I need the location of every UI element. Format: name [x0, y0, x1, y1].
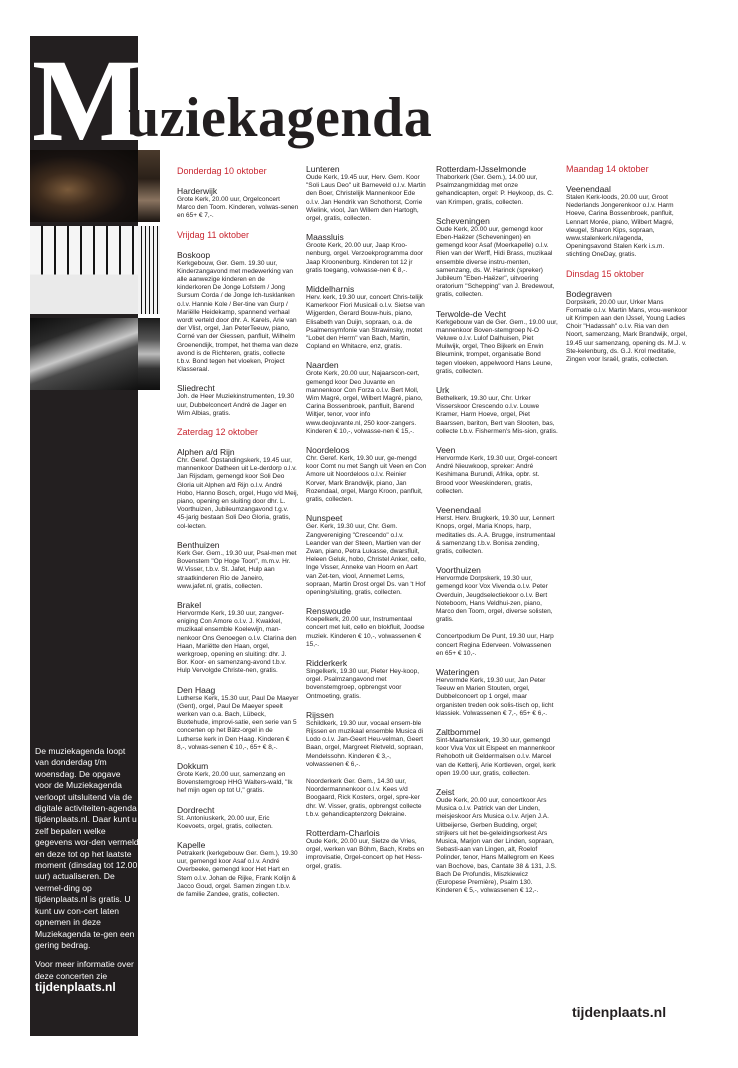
concert-description: Concertpodium De Punt, 19.30 uur, Harp concert Regina Ederveen. Volwassenen en 65+ € 10,-. [436, 633, 554, 657]
concert-description: Joh. de Heer Muziekinstrumenten, 19.30 uur, Dubbelconcert André de Jager en Wim Albias, gratis. [177, 393, 295, 417]
sidebar-info-paragraph: De muziekagenda loopt van donderdag t/m woensdag. De opgave voor de Muziekagenda verloopt uitsluitend via de digitale activiteiten-agenda tijdenplaats.nl. Daar kunt u zelf bepalen welke gegevens wor-den vermeld en deze tot op het laatste moment (dinsdag tot 12.00 uur) actualiseren. De vermel-ding op tijdenplaats.nl is gratis. U kunt uw con-cert laten opnemen in deze Muziekagenda te-gen een gering bedrag. [35, 746, 139, 950]
venue-place-name: Voorthuizen [436, 565, 481, 576]
venue-place-name: Lunteren [306, 164, 340, 174]
day-heading: Dinsdag 15 oktober [566, 268, 645, 279]
piano-keys-photo-edge [138, 226, 160, 314]
concert-description: Bethelkerk, 19.30 uur, Chr. Urker Visserskoor Crescendo o.l.v. Louwe Kramer, Harm Hoeve, orgel, Piet Baarssen, bariton, Bert van Slooten, bas, collecte t.b.v. Fishermen's Mis-sion, gratis. [436, 395, 558, 435]
concert-description: Groote Kerk, 20.00 uur, Jaap Kroo-nenburg, orgel. Verzoekprogramma door Jaap Kroonenburg. Kinderen tot 12 jr gratis toegang, volwasse-nen € 8,-. [306, 242, 424, 274]
concert-description: Hervormde Dorpskerk, 19.30 uur, gemengd koor Vox Vivenda o.l.v. Peter Overduin, Jeugdselectiekoor o.l.v. Bert Noteboom, Hans Veldhui-zen, piano, Marco den Toom, orgel, diverse solisten, gratis. [436, 575, 553, 624]
concert-description: Singelkerk, 19.30 uur, Pieter Hey-koop, orgel. Psalmzangavond met bovenstemgroep, opbrengst voor Ontmoeting, gratis. [306, 667, 420, 700]
day-heading: Donderdag 10 oktober [177, 166, 267, 176]
venue-place-name: Dokkum [177, 760, 209, 771]
concert-description: Kerkgebouw van de Ger. Gem., 19.00 uur, mannenkoor Boven-stemgroep N-O Veluwe o.l.v. Lulof Dalhuisen, Piet Muilwijk, orgel, Theo Bijkerk en Erwin Bleumink, trompet, organisatie Bond tegen vloeken, appelwoord Hans Leune, gratis, collecten. [436, 318, 558, 375]
concert-description: Dorpskerk, 20.00 uur, Urker Mans Formatie o.l.v. Martin Mans, vrou-wenkoor uit Krimpen aan den IJssel, Young Ladies Choir "Hadassah" o.l.v. Ria van den Noort, samenzang, Mark Brandwijk, orgel, 19.45 uur samenzang, opening ds. M.J. v. Ste-kelenburg, ds. G.J. Krol meditatie, Zingen voor Israël, gratis, collecten. [566, 298, 688, 364]
venue-place-name: Sliedrecht [177, 383, 215, 394]
concert-description: Chr. Geref. Opstandingskerk, 19.45 uur, mannenkoor Datheen uit Le-derdorp o.l.v. Jan Rijsdam, gemengd koor Soli Deo Gloria uit Alphen a/d Rijn o.l.v. André Hobo, Hanno Bosch, orgel, Hugo v/d Meij, piano, opening en sluiting door dhr. L. Voorthuizen, Jubileumzangavond t.g.v. 45-jarig bestaan Soli Deo Gloria, gratis, col-lecten. [177, 457, 299, 530]
concert-description: Schildkerk, 19.30 uur, vocaal ensem-ble Rijssen en muzikaal ensemble Musica di Lodo o.l.v. Jan-Geert Heu-velman, Geert Baan, orgel, Margreet Rietveld, sopraan, Mendelssohn. Kinderen € 3,-, volwassenen € 6,-. [306, 719, 424, 768]
venue-place-name: Rotterdam-IJsselmonde [436, 164, 527, 174]
flute-photo [30, 318, 138, 390]
day-heading: Maandag 14 oktober [566, 164, 649, 174]
concert-description: Chr. Geref. Kerk, 19.30 uur, ge-mengd koor Comt nu met Sangh uit Veen en Con Amore uit Noordeloos o.l.v. Reinier Korver, Mark Brandwijk, piano, Jan Rozendaal, orgel, Margo Kroon, panfluit, gratis, collecten. [306, 455, 427, 504]
venue-place-name: Nunspeet [306, 513, 343, 524]
venue-place-name: Rijssen [306, 709, 334, 720]
concert-description: Herv. kerk, 19.30 uur, concert Chris-telijk Kamerkoor Fiori Musicali o.l.v. Sietse van Wijgerden, Gerard Bouw-huis, piano, Elisabeth van Duijn, sopraan, o.a. de Psalmensymfonie van Strawinsky, motet "Lobet den Herrn" van Bach, Martin, Copland en Whitacre, enz, gratis. [306, 294, 425, 351]
agenda-column-1 [177, 164, 299, 908]
instrument-photo-strip-extension [138, 150, 160, 390]
venue-place-name: Wateringen [436, 666, 480, 677]
venue-place-name: Alphen a/d Rijn [177, 447, 235, 458]
flute-photo-edge [138, 318, 160, 390]
venue-place-name: Veenendaal [566, 184, 611, 194]
venue-place-name: Zeist [436, 786, 455, 797]
concert-description: Stalen Kerk-loods, 20.00 uur, Groot Nederlands Jongerenkoor o.l.v. Harm Hoeve, Carina Bossenbroek, panfluit, Lennart Morée, piano, Wilbert Magré, vleugel, Sharon Kips, sopraan, www.stalenkerk.nl/agenda, Openingsavond Stalen Kerk i.s.m. stichting OneDay, gratis. [566, 194, 674, 259]
venue-place-name: Noordeloos [306, 445, 350, 456]
day-heading: Vrijdag 11 oktober [177, 229, 250, 240]
sidebar-info-more: Voor meer informatie over deze concerten zie [35, 959, 134, 981]
concert-description: Kerkgebouw, Ger. Gem. 19.30 uur, Kinderzangavond met medewerking van alle aanwezige kinderen en de kinderkoren De Jonge Lofstem / Jong Sursum Corda / de Jonge Ich-tusklanken o.l.v. Hannie Kole / Ber-tine van Gurp / Mariëlle Heidekamp, spannend verhaal wordt verteld door dhr. A. Karels, Arie van der Vlist, orgel, Jan PeterTeeuw, piano, Corné van der Giessen, panfluit, Wilhelm Groenendijk, trompet, het thema van deze avond is de Richteren, gratis, collecte t.b.v. Bond tegen het vloeken, Project Klasseraal. [177, 259, 299, 374]
venue-place-name: Urk [436, 385, 450, 396]
piano-keys-photo [30, 226, 138, 314]
venue-place-name: Scheveningen [436, 215, 490, 226]
venue-place-name: Naarden [306, 360, 339, 371]
concert-description: Noorderkerk Ger. Gem., 14.30 uur, Noordermannenkoor o.l.v. Kees v/d Boogaard, Rick Kosters, orgel, spre-ker dhr. W. Visser, gratis, opbrengst collecte t.b.v. gehandicaptenzorg Dekraine. [306, 777, 422, 818]
concert-description: Koepelkerk, 20.00 uur, Instrumentaal concert met luit, cello en blokfluit, Joodse muziek. Kinderen € 10,-, volwassenen € 15,-. [306, 616, 425, 648]
venue-place-name: Veenendaal [436, 505, 481, 516]
concert-description: St. Antoniuskerk, 20.00 uur, Eric Koevoets, orgel, gratis, collecten. [177, 814, 273, 830]
venue-place-name: Maassluis [306, 232, 344, 243]
venue-place-name: Brakel [177, 599, 202, 610]
venue-place-name: Den Haag [177, 684, 216, 695]
venue-place-name: Terwolde-de Vecht [436, 308, 506, 319]
concert-description: Hervormde Kerk, 19.30 uur, zangver-eniging Con Amore o.l.v. J. Kwakkel, muzikaal ensemble Koelewijn, man-nenkoor Ons Genoegen o.l.v. Clarina den Haan, Mariëtte den Haan, orgel, werkgroep, opening en sluiting: dhr. J. Bor. Koor- en samenzang-avond t.b.v. Hulp Vervolgde Christe-nen, gratis. [177, 609, 297, 675]
venue-place-name: Dordrecht [177, 804, 215, 815]
venue-place-name: Middelharnis [306, 284, 355, 295]
instrument-photo-strip [30, 150, 138, 390]
concert-description: Oude Kerk, 20.00 uur, gemengd koor Eben-Haëzer (Scheveningen) en gemengd koor Asaf (Moerkapelle) o.l.v. Rien van der Werff, Hidi Brass, muzikaal ensemble diverse instru-menten, samenzang, ds. W. Harinck (spreker) Jubileum "Eben-Haëzer", uitvoering oratorium "Schepping" van J. Bredewout, gratis, collecten. [436, 225, 555, 299]
concert-description: Oude Kerk, 20.00 uur, Sietze de Vries, orgel, werken van Böhm, Bach, Krebs en improvisatie, Orgel-concert op het Hess-orgel, gratis. [306, 837, 425, 870]
venue-place-name: Rotterdam-Charlois [306, 827, 380, 838]
agenda-column-3 [436, 164, 558, 904]
agenda-column-4 [566, 164, 688, 373]
concert-description: Hervormde Kerk, 19.30 uur, Jan Peter Teeuw en Marien Stouten, orgel, Dubbelconcert op 1 orgel, maar organisten treden ook solis-tisch op, licht klassiek. Volwassenen € 7,-, 65+ € 6,-. [436, 676, 554, 717]
concert-description: Thaborkerk (Ger. Gem.), 14.00 uur, Psalmzangmiddag met onze gehandicapten, orgel: P. Heykoop, ds. C. van Krimpen, gratis, collecten. [436, 174, 554, 206]
concert-description: Lutherse Kerk, 15.30 uur, Paul De Maeyer (Gent), orgel, Paul De Maeyer speelt werken van o.a. Bach, Lübeck, Buxtehude, improvi-satie, een serie van 5 concerten op het Bätz-orgel in de Lutherse kerk in Den Haag. Kinderen € 8,-, volwas-senen € 10,-, 65+ € 8,-. [177, 694, 299, 751]
venue-place-name: Bodegraven [566, 288, 612, 299]
concert-description: Petrakerk (kerkgebouw Ger. Gem.), 19.30 uur, gemengd koor Asaf o.l.v. André Overbeeke, gemengd koor Het Hart en Stem o.l.v. Johan de Rijke, Frank Kolijn & Jacco Goud, orgel. Samen zingen t.b.v. de familie Zandee, gratis, collecten. [177, 849, 298, 898]
agenda-column-2 [306, 164, 428, 880]
concert-description: Oude Kerk, 19.45 uur, Herv. Gem. Koor "Soli Laus Deo" uit Barneveld o.l.v. Martin den Boer, Christelijk Mannenkoor Ede o.l.v. Jan Hendrik van Schothorst, Corrie Wielink, viool, Jan Willem den Hartogh, orgel, gratis, collecten. [306, 174, 426, 223]
title-initial: M [32, 35, 144, 166]
venue-place-name: Benthuizen [177, 539, 220, 550]
concert-description: Hervormde Kerk, 19.30 uur, Orgel-concert André Nieuwkoop, spreker: André Keshimana Burundi, Afrika, opbr. st. Brood voor Weeskinderen, gratis, collecten. [436, 455, 558, 495]
concert-description: Grote Kerk, 20.00 uur, samenzang en Bovenstemgroep HHG Walters-wald, "Ik hef mijn ogen op tot U," gratis. [177, 770, 293, 795]
footer-site-link[interactable]: tijdenplaats.nl [572, 1004, 667, 1020]
venue-place-name: Boskoop [177, 249, 211, 260]
venue-place-name: Veen [436, 445, 456, 456]
sidebar-info-text [35, 746, 139, 994]
venue-place-name: Renswoude [306, 606, 351, 617]
venue-place-name: Harderwijk [177, 186, 218, 196]
concert-description: Herst. Herv. Brugkerk, 19.30 uur, Lennert Knops, orgel, Maria Knops, harp, meditaties ds. A.A. Brugge, instrumentaal & samenzang t.b.v. Bonisa zending, gratis, collecten. [436, 515, 556, 555]
day-heading: Zaterdag 12 oktober [177, 427, 259, 438]
venue-place-name: Kapelle [177, 839, 206, 850]
concert-description: Oude Kerk, 20.00 uur, concertkoor Ars Musica o.l.v. Patrick van der Linden, meisjeskoor Ars Musica o.l.v. Arjen J.A. Uitbeijerse, Gerben Budding, orgel; strijkers uit het be-geleidingsorkest Ars Musica, Marjon van der Linden, sopraan, Sebasti-aan van Lingen, alt, Roelof Polinder, tenor, Hans Mallegrom en Kees van Bochove, bas, Cantate 38 & 131, J.S. Bach De Profundis, Miszkiewicz (Europese Première), Psalm 130. Kinderen € 5,-, volwassenen € 12,-. [436, 796, 557, 895]
sidebar-site-link[interactable]: tijdenplaats.nl [35, 980, 116, 995]
concert-description: Sint-Maartenskerk, 19.30 uur, gemengd koor Viva Vox uit Elspeet en mannenkoor Rehoboth uit Geldermalsen o.l.v. Marcel van de Ketterij, Arie Kortleven, orgel, kerk open 19.00 uur, gratis, collecten. [436, 736, 556, 777]
venue-place-name: Zaltbommel [436, 726, 481, 737]
concert-description: Grote Kerk, 20.00 uur, Orgelconcert Marco den Toom. Kinderen, volwas-senen en 65+ € 7,-. [177, 196, 299, 220]
title-rest: uziekagenda [128, 87, 433, 149]
concert-description: Grote Kerk, 20.00 uur, Najaarscon-cert, gemengd koor Deo Juvante en mannenkoor Con Forza o.l.v. Bert Moll, Wim Magré, orgel, Wilbert Magré, piano, Carina Bossenbroek, panfluit, Barend Wiltjer, tenor, voor info www.deojuvante.nl, 250 koor-zangers. Kinderen € 10,-, volwasse-nen € 15,-. [306, 370, 423, 435]
venue-place-name: Ridderkerk [306, 657, 348, 668]
concert-description: Kerk Ger. Gem., 19.30 uur, Psal-men met Bovenstem "Op Hoge Toon", m.m.v. Hr. W.Visser, t.b.v. St. Jafet, Hulp aan straatkinderen Rio de Janeiro, www.jafet.nl, gratis, collecten. [177, 549, 297, 590]
concert-description: Ger. Kerk, 19.30 uur, Chr. Gem. Zangvereniging "Crescendo" o.l.v. Leander van der Steen, Martien van der Zwan, piano, Petra Lukasse, dwarsfluit, Heleen Geluk, hobo, Christel Anker, cello, Inge Visser, Anneke van Hoorn en Aart van Zet-ten, viool, Annemet Lems, sopraan, Martin Drost orgel Ds. van 't Hof opening/sluiting, gratis, collecten. [306, 523, 426, 596]
